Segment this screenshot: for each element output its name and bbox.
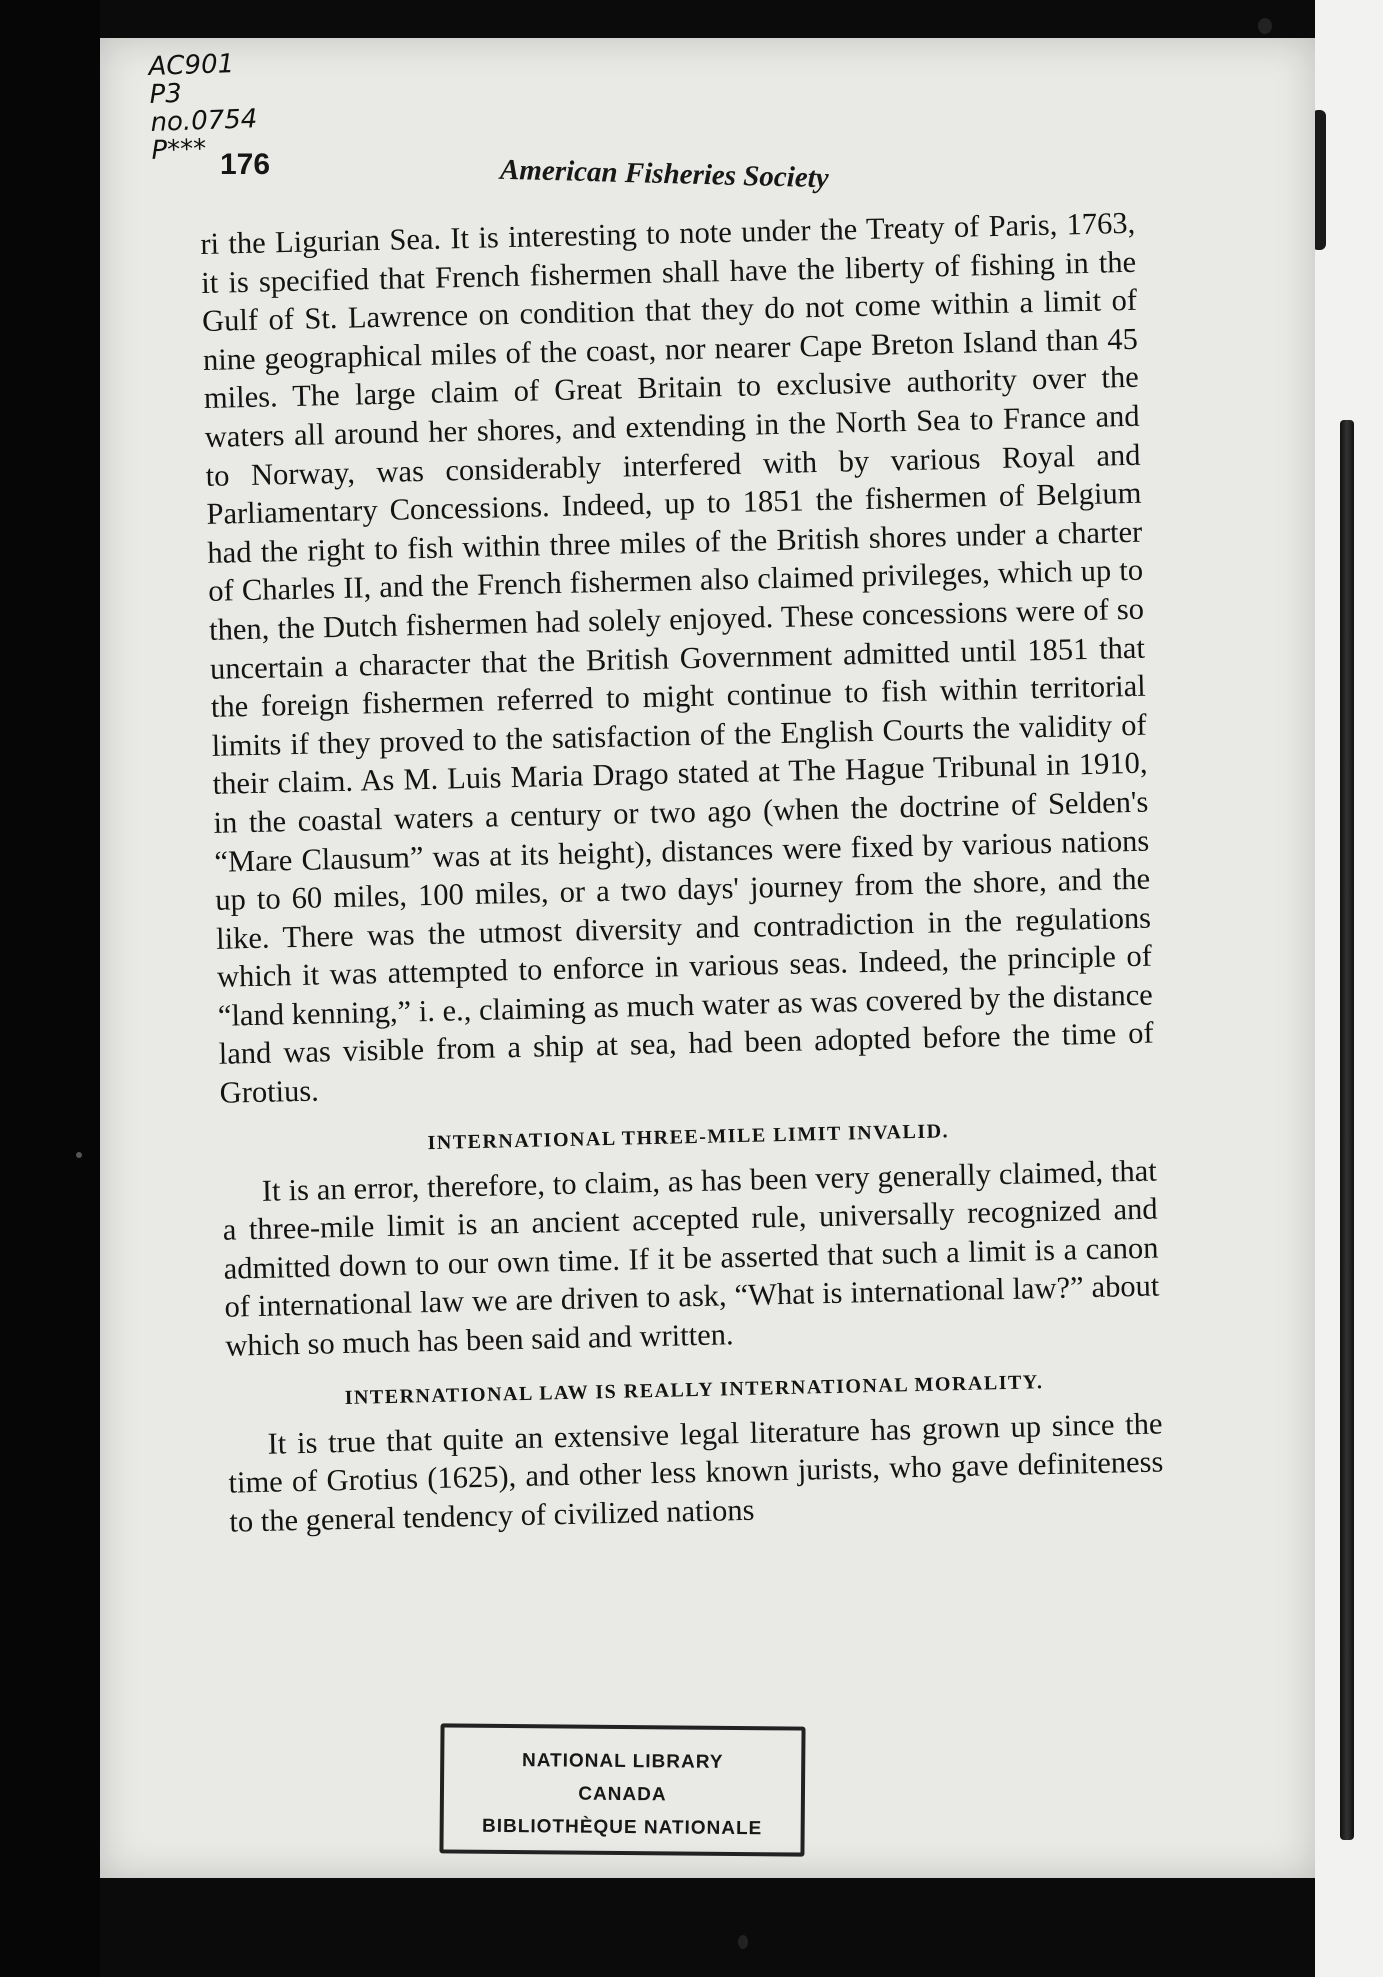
stamp-line: CANADA [578,1783,667,1806]
call-number-line: no.0754 [150,104,258,138]
running-head: American Fisheries Society [499,153,830,195]
page-number: 176 [220,148,271,181]
call-number-line: AC901 [148,49,235,82]
stamp-line: NATIONAL LIBRARY [521,1750,724,1773]
paragraph: It is true that quite an extensive legal literature has grown up since the time of Grotius (1625), and other less known jurists, who gave definiteness to the general tendency of civilized nations [228,1406,1164,1539]
scan-dark-margin [0,0,100,1977]
scan-speck [738,1935,748,1949]
call-number-line: P*** [150,134,207,166]
library-stamp [439,1723,805,1856]
scan-speck [1258,18,1272,34]
paragraph: It is an error, therefore, to claim, as has been very generally claimed, that a three-mile limit is an ancient accepted rule, universally recognized and admitted down to our own time. If it be asserted that such a limit is a canon of international law we are driven to ask, “What is international law?” about which so much has been said and written. [222,1153,1160,1363]
page-body [200,204,1165,1541]
section-heading: INTERNATIONAL THREE-MILE LIMIT INVALID. [427,1119,950,1154]
call-number-line: P3 [149,78,183,110]
section-heading: INTERNATIONAL LAW IS REALLY INTERNATIONAL MORALITY. [344,1370,1044,1409]
stamp-line: BIBLIOTHÈQUE NATIONALE [481,1815,763,1840]
binding-mark [1340,420,1354,1840]
paragraph: ri the Ligurian Sea. It is interesting to note under the Treaty of Paris, 1763, it is specified that French fishermen shall have the liberty of fishing in the Gulf of St. Lawrence on condition that they do not come within a limit of nine geographical miles of the coast, nor nearer Cape Breton Island than 45 miles. The large claim of Great Britain to exclusive authority over the waters all around her shores, and extending in the North Sea to France and to Norway, was considerably interfered with by various Royal and Parliamentary Concessions. Indeed, up to 1851 the fishermen of Belgium had the right to fish within three miles of the British shores under a charter of Charles II, and the French fishermen also claimed privileges, which up to then, the Dutch fishermen had solely enjoyed. These concessions were of so uncertain a character that the British Government admitted until 1851 that the foreign fishermen referred to might continue to fish within territorial limits if they proved to the satisfaction of the English Courts the validity of their claim. As M. Luis Maria Drago stated at The Hague Tribunal in 1910, in the coastal waters a century or two ago (when the doctrine of Selden's “Mare Clausum” was at its height), distances were fixed by various nations up to 60 miles, 100 miles, or a two days' journey from the shore, and the like. There was the utmost diversity and contradiction in the regulations which it was attempted to enforce in various seas. Indeed, the principle of “land kenning,” i. e., claiming as much water as was covered by the distance land was visible from a ship at sea, had been adopted before the time of Grotius. [200,205,1154,1110]
scan-speck [76,1152,82,1158]
